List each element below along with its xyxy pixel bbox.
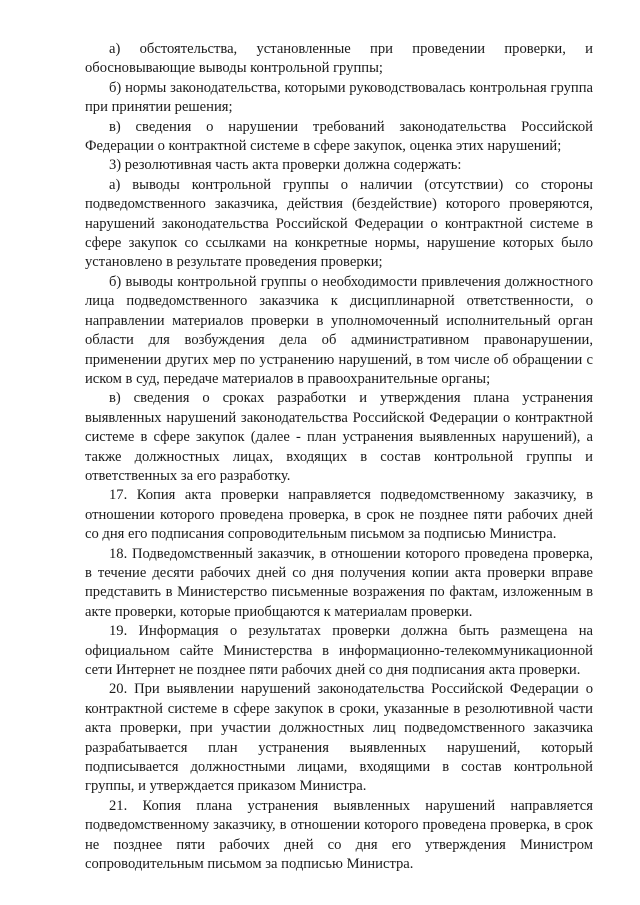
document-page — [85, 40, 593, 874]
paragraph-item-17: 17. Копия акта проверки направляется подведомственному заказчику, в отношении которого проведена проверка, в срок не позднее пяти рабочих дней со дня его подписания сопроводительным письмом за подписью Министра. — [85, 487, 593, 543]
paragraph-disciplinary-conclusions: б) выводы контрольной группы о необходимости привлечения должностного лица подведомственного заказчика к дисциплинарной ответственности, о направлении материалов проверки в уполномоченный исполнительный орган области для возбуждения дела об административном правонарушении, применении других мер по устранению нарушений, в том числе об обращении с иском в суд, передаче материалов в правоохранительные органы; — [85, 273, 593, 387]
paragraph-legal-norms: б) нормы законодательства, которыми руководствовалась контрольная группа при принятии решения; — [85, 79, 593, 116]
paragraph-group-conclusions: а) выводы контрольной группы о наличии (отсутствии) со стороны подведомственного заказчика, действия (бездействие) которого проверяются, нарушений законодательства Российской Федерации о контрактной системе в сфере закупок со ссылками на конкретные нормы, нарушение которых было установлено в результате проведения проверки; — [85, 176, 593, 271]
paragraph-remediation-plan-terms: в) сведения о сроках разработки и утверждения плана устранения выявленных нарушений законодательства Российской Федерации о контрактной системе в сфере закупок (далее - план устранения выявленных нарушений), а также должностных лицах, входящих в состав контрольной группы и ответственных за его разработку. — [85, 390, 593, 484]
paragraph-item-18: 18. Подведомственный заказчик, в отношении которого проведена проверка, в течение десяти рабочих дней со дня получения копии акта проверки вправе представить в Министерство письменные возражения по фактам, изложенным в акте проверки, которые приобщаются к материалам проверки. — [85, 545, 593, 620]
paragraph-item-20: 20. При выявлении нарушений законодательства Российской Федерации о контрактной системе в сфере закупок в сроки, указанные в резолютивной части акта проверки, при участии должностных лиц подведомственного заказчика разрабатывается план устранения выявленных нарушений, который подписывается должностными лицами, входящими в состав контрольной группы, и утверждается приказом Министра. — [85, 681, 593, 795]
paragraph-item-19: 19. Информация о результатах проверки должна быть размещена на официальном сайте Министерства в информационно-телекоммуникационной сети Интернет не позднее пяти рабочих дней со дня подписания акта проверки. — [85, 623, 593, 678]
paragraph-circumstances: а) обстоятельства, установленные при проведении проверки, и обосновывающие выводы контрольной группы; — [85, 41, 593, 77]
paragraph-item-21: 21. Копия плана устранения выявленных нарушений направляется подведомственному заказчику, в отношении которого проведена проверка, в срок не позднее пяти рабочих дней со дня его утверждения Министром сопроводительным письмом за подписью Министра. — [85, 797, 593, 873]
paragraph-resolution-heading: 3) резолютивная часть акта проверки должна содержать: — [109, 157, 462, 174]
paragraph-violations-info: в) сведения о нарушении требований законодательства Российской Федерации о контрактной системе в сфере закупок, оценка этих нарушений; — [85, 118, 593, 155]
